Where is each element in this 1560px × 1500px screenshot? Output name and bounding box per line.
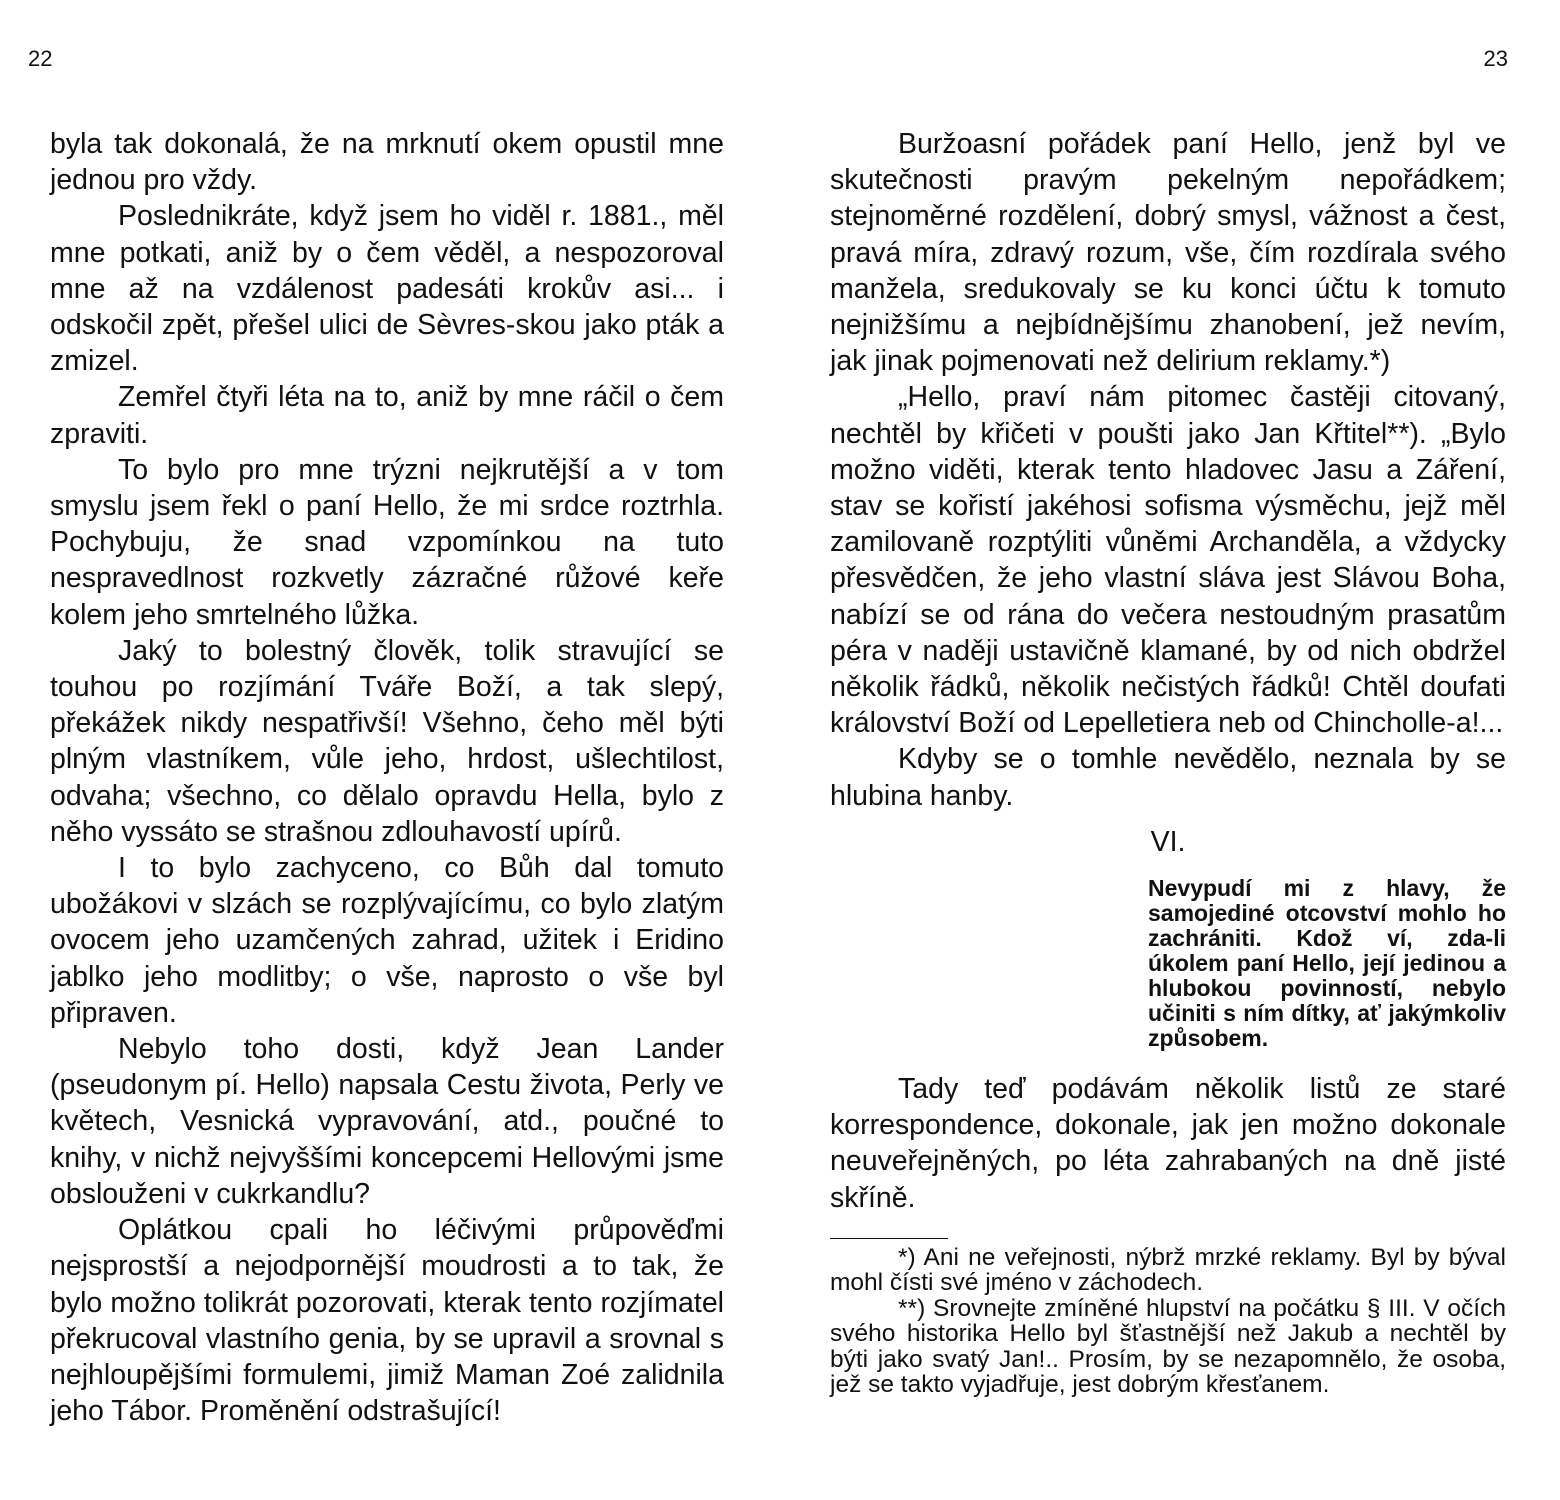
paragraph: „Hello, praví nám pitomec častěji citovaný, nechtěl by křičeti v poušti jako Jan Křtitel**). „Bylo možno viděti, kterak tento hladovec Jasu a Záření, stav se kořistí jakéhosi sofisma výsměchu, jejž měl zamilovaně rozptýliti vůněmi Archanděla, a vždycky přesvědčen, že jeho vlastní sláva jest Slávou Boha, nabízí se od rána do večera nestoudným prasatům péra v naději ustavičně klamané, by od nich obdržel několik řádků, několik nečistých řádků! Chtěl doufati království Boží od Lepelletiera neb od Chincholle-a!... [830,381,1506,740]
left-page-number: 22 [28,46,53,71]
paragraph: Poslednikráte, když jsem ho viděl r. 1881., měl mne potkati, aniž by o čem věděl, a nespozoroval mne až na vzdálenost padesáti krokův asi... i odskočil zpět, přešel ulici de Sèvres-skou jako pták a zmizel. [50,200,724,378]
epigraph: Nevypudí mi z hlavy, že samojediné otcovství mohlo ho zachrániti. Kdož ví, zda-li úkolem paní Hello, její jedinou a hlubokou povinností, nebylo učiniti s ním dítky, ať jakýmkoliv způsobem. [1148,875,1506,1052]
paragraph: Buržoasní pořádek paní Hello, jenž byl ve skutečnosti pravým pekelným nepořádkem; stejnoměrné rozdělení, dobrý smysl, vážnost a čest, pravá míra, zdravý rozum, vše, čím rozdírala svého manžela, sredukovaly se ku konci účtu k tomuto nejnižšímu a nejbídnějšímu zhanobení, jež nevím, jak jinak pojmenovati než delirium reklamy.*) [830,128,1506,378]
footnote-divider [830,1238,948,1239]
paragraph: byla tak dokonalá, že na mrknutí okem opustil mne jednou pro vždy. [50,128,724,197]
right-text-column [830,126,1506,1398]
paragraph: Oplátkou cpali ho léčivými průpověďmi nejsprostší a nejodpornější moudrosti a to tak, že bylo možno tolikrát pozorovati, kterak tento rozjímatel překrucoval vlastního genia, by se upravil a srovnal s nejhloupějšími formulemi, jimiž Maman Zoé zalidnila jeho Tábor. Proměnění odstrašující! [50,1214,724,1428]
left-text-column [50,126,724,1429]
paragraph: Kdyby se o tomhle nevědělo, neznala by se hlubina hanby. [830,743,1506,812]
section-heading: VI. [1150,825,1186,858]
paragraph: Jaký to bolestný člověk, tolik stravující se touhou po rozjímání Tváře Boží, a tak slepý, překážek nikdy nespatřivší! Všehno, čeho měl býti plným vlastníkem, vůle jeho, hrdost, ušlechtilost, odvaha; všechno, co dělalo opravdu Hella, bylo z něho vyssáto se strašnou zdlouhavostí upírů. [50,634,724,848]
closing-paragraph: Tady teď podávám několik listů ze staré korrespondence, dokonale, jak jen možno dokonale neuveřejněných, po léta zahrabaných na dně jisté skříně. [830,1073,1506,1214]
footnote: **) Srovnejte zmíněné hlupství na počátku § III. V očích svého historika Hello byl šťastnější než Jakub a nechtěl by býti jako svatý Jan!.. Prosím, by se nezapomnělo, že osoba, jež se takto vyjadřuje, jest dobrým křesťanem. [830,1294,1506,1399]
footnote: *) Ani ne veřejnosti, nýbrž mrzké reklamy. Byl by býval mohl čísti své jméno v záchodech. [830,1243,1506,1297]
paragraph: I to bylo zachyceno, co Bůh dal tomuto ubožákovi v slzách se rozplývajícímu, co bylo zlatým ovocem jeho uzamčených zahrad, užitek i Eridino jablko jeho modlitby; o vše, naprosto o vše byl připraven. [50,852,724,1029]
right-page-number: 23 [1483,46,1508,71]
right-page [780,0,1560,1500]
paragraph: To bylo pro mne trýzni nejkrutější a v tom smyslu jsem řekl o paní Hello, že mi srdce roztrhla. Pochybuju, že snad vzpomínkou na tuto nespravedlnost rozkvetly zázračné růžové keře kolem jeho smrtelného lůžka. [50,453,724,631]
paragraph: Zemřel čtyři léta na to, aniž by mne ráčil o čem zpraviti. [50,381,724,450]
paragraph: Nebylo toho dosti, když Jean Lander (pseudonym pí. Hello) napsala Cestu života, Perly ve květech, Vesnická vypravování, atd., poučné to knihy, v nichž nejvyššími koncepcemi Hellovými jsme obslouženi v cukrkandlu? [50,1033,724,1210]
